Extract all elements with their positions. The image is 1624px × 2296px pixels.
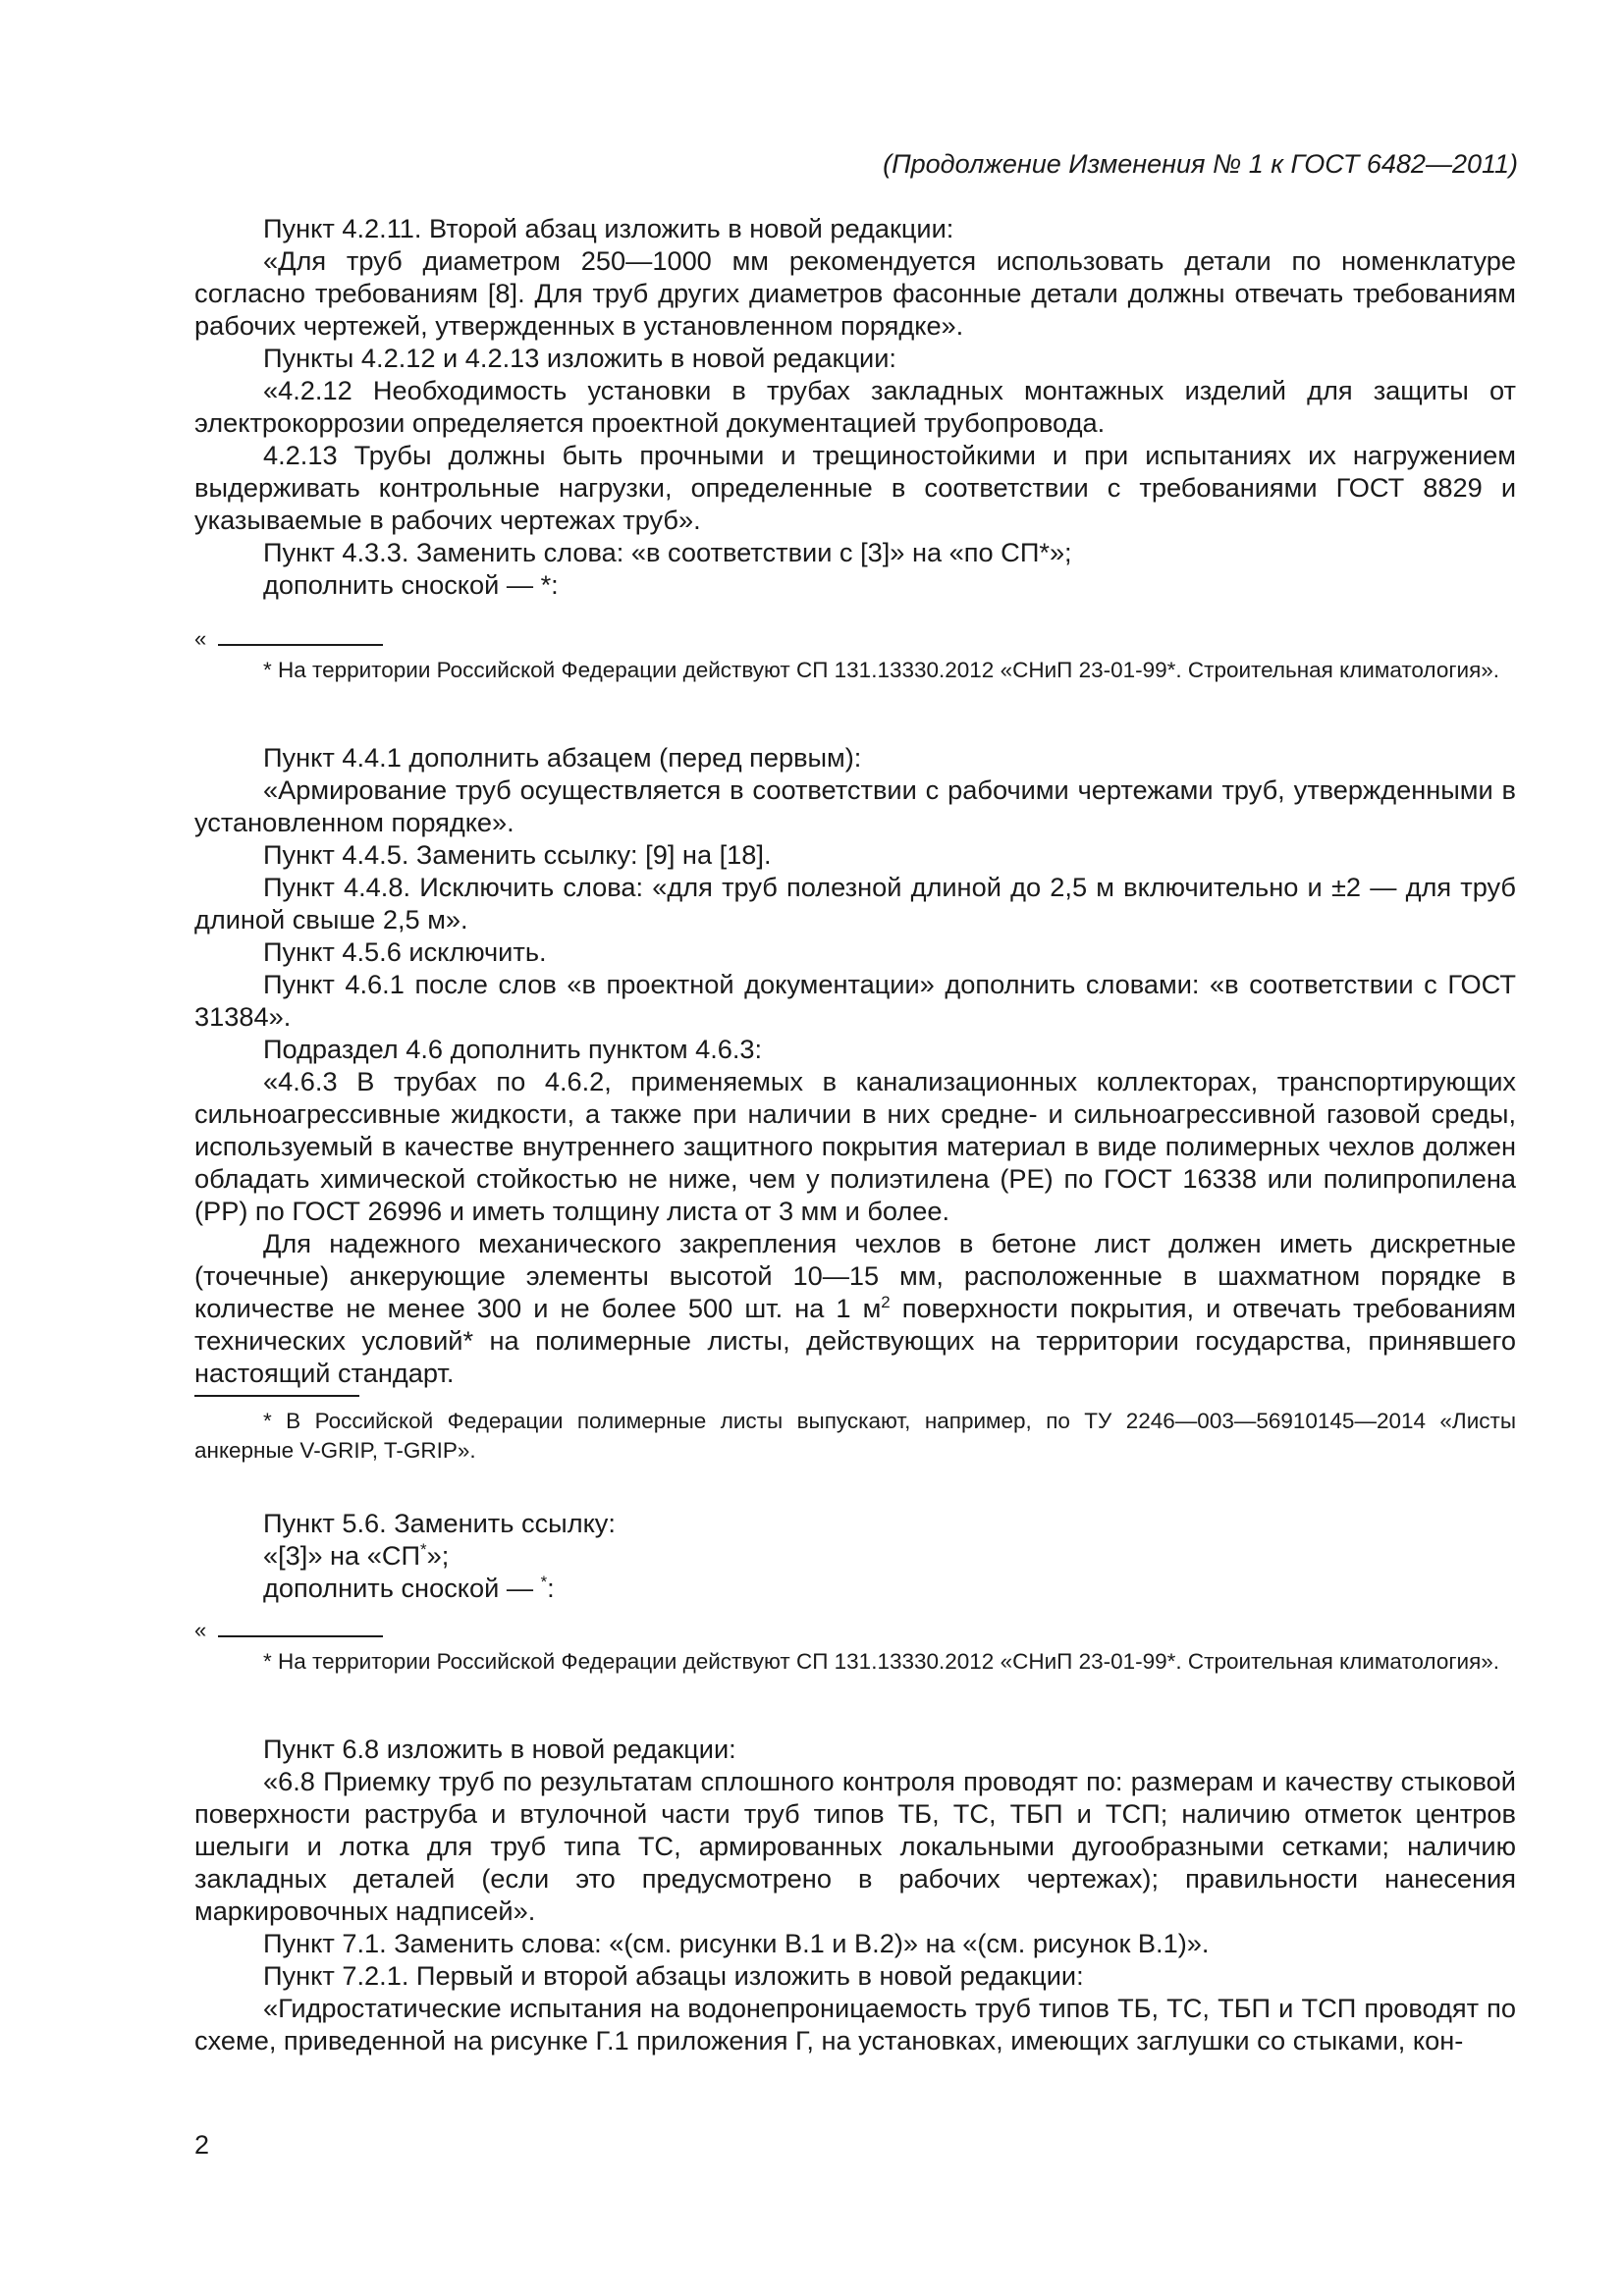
paragraph: 4.2.13 Трубы должны быть прочными и трещиностойкими и при испытаниях их нагружением выдерживать контрольные нагрузки, определенные в соответствии с требованиями ГОСТ 8829 и указываемые в рабочих чертежах труб». xyxy=(194,440,1516,535)
paragraph: «[3]» на «СП*»; xyxy=(263,1539,450,1571)
running-header: (Продолжение Изменения № 1 к ГОСТ 6482—2011) xyxy=(883,149,1518,179)
text-block-3 xyxy=(194,1507,1516,1604)
footnote-2 xyxy=(194,1379,1516,1466)
footnote-quote: « xyxy=(194,626,207,651)
paragraph: Пункт 4.5.6 исключить. xyxy=(263,936,547,967)
paragraph: Пункт 4.2.11. Второй абзац изложить в новой редакции: xyxy=(263,213,954,243)
footnote-separator xyxy=(218,644,383,646)
paragraph: Пункт 4.6.1 после слов «в проектной документации» дополнить словами: «в соответствии с ГОСТ 31384». xyxy=(194,969,1516,1032)
paragraph: Пункты 4.2.12 и 4.2.13 изложить в новой редакции: xyxy=(263,343,896,373)
paragraph: Пункт 4.3.3. Заменить слова: «в соответствии с [3]» на «по СП*»; xyxy=(263,537,1072,567)
footnote-separator xyxy=(194,1395,359,1397)
paragraph: «Армирование труб осуществляется в соответствии с рабочими чертежами труб, утвержденными в установленном порядке». xyxy=(194,774,1516,837)
page-number: 2 xyxy=(194,2130,210,2160)
text-block-2 xyxy=(194,741,1516,1389)
paragraph: Пункт 7.2.1. Первый и второй абзацы изложить в новой редакции: xyxy=(263,1960,1084,1991)
paragraph: Пункт 6.8 изложить в новой редакции: xyxy=(263,1734,736,1764)
superscript: 2 xyxy=(881,1292,891,1311)
paragraph: Пункт 4.4.8. Исключить слова: «для труб полезной длиной до 2,5 м включительно и ±2 — для труб длиной свыше 2,5 м». xyxy=(194,872,1516,934)
paragraph: «Для труб диаметром 250—1000 мм рекомендуется использовать детали по номенклатуре согласно требованиям [8]. Для труб других диаметров фасонные детали должны отвечать требованиям рабочих чертежей, утвержденных в установленном порядке». xyxy=(194,245,1516,341)
footnote-separator xyxy=(218,1635,383,1637)
paragraph: дополнить сноской — *: xyxy=(263,1572,555,1603)
paragraph: дополнить сноской — *: xyxy=(263,569,559,600)
paragraph: «Гидростатические испытания на водонепроницаемость труб типов ТБ, ТС, ТБП и ТСП проводят по схеме, приведенной на рисунке Г.1 приложения Г, на установках, имеющих заглушки со стыками, кон- xyxy=(194,1993,1516,2056)
paragraph-anchoring: Для надежного механического закрепления чехлов в бетоне лист должен иметь дискретные (точечные) анкерующие элементы высотой 10—15 мм, расположенные в шахматном порядке в количестве не менее 300 и не более 500 шт. на 1 $м^2$ поверхности покрытия, и отвечать требованиям технических условий* на полимерные листы, действующих на территории государства, принявшего настоящий стандарт. xyxy=(194,1228,1516,1388)
text-block-4 xyxy=(194,1733,1516,2056)
footnote-3 xyxy=(194,1620,1516,1677)
footnote-text: * В Российской Федерации полимерные листы выпускают, например, по ТУ 2246—003—56910145—2014 «Листы анкерные V-GRIP, T-GRIP». xyxy=(194,1409,1516,1463)
paragraph: Пункт 4.4.1 дополнить абзацем (перед первым): xyxy=(263,742,862,773)
paragraph: «6.8 Приемку труб по результатам сплошного контроля проводят по: размерам и качеству стыковой поверхности раструба и втулочной части труб типов ТБ, ТС, ТБП и ТСП; наличию отметок центров шелыги и лотка для труб типа ТС, армированных локальными дугообразными сетками; наличию закладных деталей (если это предусмотрено в рабочих чертежах); правильности нанесения маркировочных надписей». xyxy=(194,1766,1516,1926)
footnote-text: * На территории Российской Федерации действуют СП 131.13330.2012 «СНиП 23-01-99*. Строительная климатология». xyxy=(263,1649,1500,1674)
paragraph: «4.2.12 Необходимость установки в трубах закладных монтажных изделий для защиты от электрокоррозии определяется проектной документацией трубопровода. xyxy=(194,375,1516,438)
footnote-quote: « xyxy=(194,1618,207,1642)
paragraph: Пункт 7.1. Заменить слова: «(см. рисунки В.1 и В.2)» на «(см. рисунок В.1)». xyxy=(263,1928,1210,1958)
footnote-text: * На территории Российской Федерации действуют СП 131.13330.2012 «СНиП 23-01-99*. Строительная климатология». xyxy=(263,658,1500,682)
footnote-1 xyxy=(194,628,1516,685)
paragraph: Подраздел 4.6 дополнить пунктом 4.6.3: xyxy=(263,1034,763,1064)
paragraph: Пункт 4.4.5. Заменить ссылку: [9] на [18]. xyxy=(263,839,772,870)
text-block-1 xyxy=(194,212,1516,601)
paragraph: Пункт 5.6. Заменить ссылку: xyxy=(263,1508,616,1538)
paragraph: «4.6.3 В трубах по 4.6.2, применяемых в канализационных коллекторах, транспортирующих сильноагрессивные жидкости, а также при наличии в них средне- и сильноагрессивной газовой среды, используемый в качестве внутреннего защитного покрытия материал в виде полимерных чехлов должен обладать химической стойкостью не ниже, чем у полиэтилена (PE) по ГОСТ 16338 или полипропилена (PP) по ГОСТ 26996 и иметь толщину листа от 3 мм и более. xyxy=(194,1066,1516,1226)
